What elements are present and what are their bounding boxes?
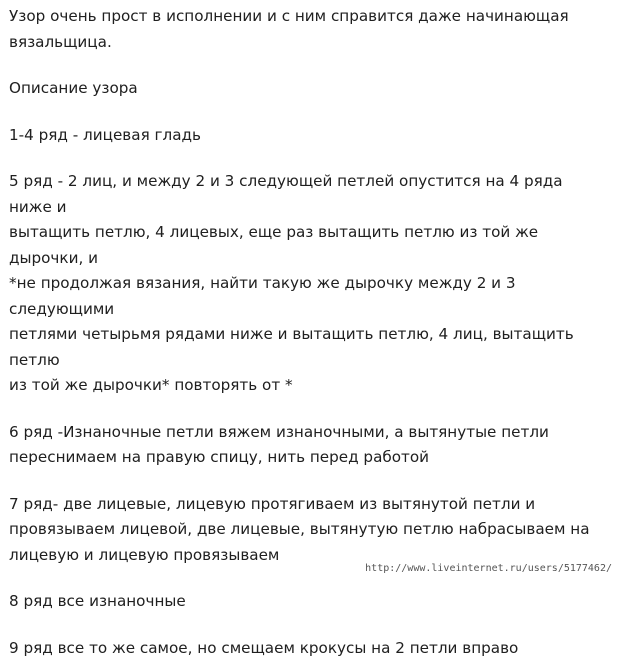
row-9-instruction: 9 ряд все то же самое, но смещаем крокусы на 2 петли вправо — [9, 636, 609, 661]
row-6-instruction: 6 ряд -Изнаночные петли вяжем изнаночными, а вытянутые петли переснимаем на правую спицу, нить перед работой — [9, 420, 609, 471]
source-watermark: http://www.liveinternet.ru/users/5177462/ — [365, 563, 612, 575]
section-heading: Описание узора — [9, 76, 609, 102]
row-5-instruction: 5 ряд - 2 лиц, и между 2 и 3 следующей петлей опустится на 4 ряда ниже и вытащить петлю, 4 лицевых, еще раз вытащить петлю из той же дырочки, и *не продолжая вязания, найти такую же дырочку между 2 и 3 следующими петлями четырьмя рядами ниже и вытащить петлю, 4 лиц, вытащить петлю из той же дырочки* повторять от * — [9, 169, 609, 399]
row-1-4-instruction: 1-4 ряд - лицевая гладь — [9, 123, 609, 149]
row-7-instruction: 7 ряд- две лицевые, лицевую протягиваем из вытянутой петли и провязываем лицевой, две лицевые, вытянутую петлю набрасываем на лицевую и лицевую провязываем — [9, 492, 609, 569]
row-8-instruction: 8 ряд все изнаночные — [9, 589, 609, 615]
intro-paragraph: Узор очень прост в исполнении и с ним справится даже начинающая вязальщица. — [9, 4, 609, 55]
